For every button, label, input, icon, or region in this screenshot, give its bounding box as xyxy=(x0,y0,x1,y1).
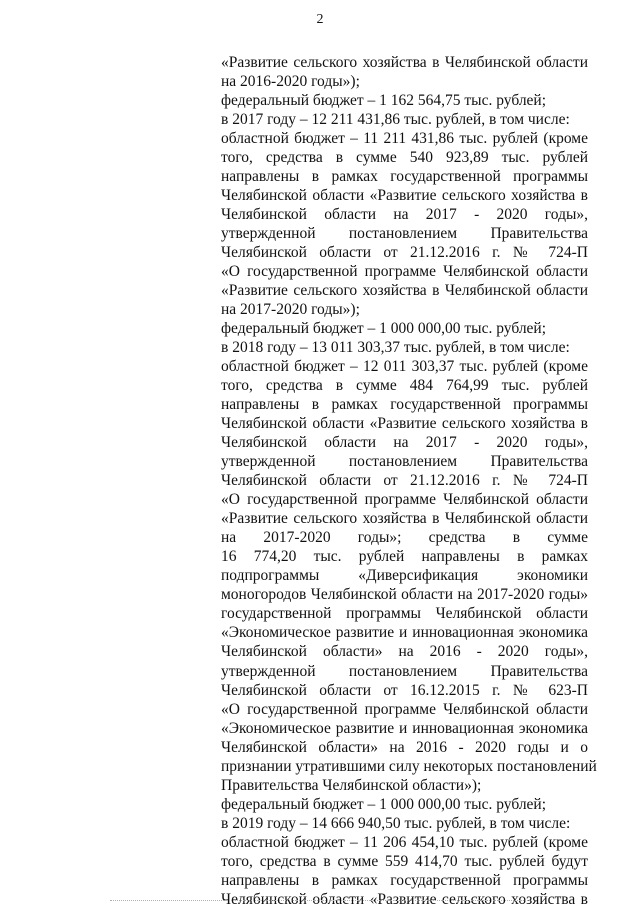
text-line: федеральный бюджет – 1 000 000,00 тыс. рублей; xyxy=(221,320,547,338)
text-line: «О государственной программе Челябинской области xyxy=(221,491,588,509)
text-line: направлены в рамках государственной программы xyxy=(221,168,588,186)
text-line: Челябинской области» на 2016 - 2020 годы», xyxy=(221,643,588,661)
text-line: того, средства в сумме 484 764,99 тыс. рублей xyxy=(221,377,588,395)
text-line: Челябинской области на 2017 - 2020 годы», xyxy=(221,206,588,224)
text-line: утвержденной постановлением Правительства xyxy=(221,662,588,680)
text-line: Челябинской области «Развитие сельского хозяйства в xyxy=(221,187,588,205)
text-line: федеральный бюджет – 1 162 564,75 тыс. рублей; xyxy=(221,92,547,110)
text-line: Челябинской области от 21.12.2016 г. № 724-П xyxy=(221,472,588,490)
text-line: Челябинской области на 2017 - 2020 годы», xyxy=(221,434,588,452)
text-line: «Экономическое развитие и инновационная экономика xyxy=(221,719,588,737)
text-line: направлены в рамках государственной программы xyxy=(221,396,588,414)
text-line: направлены в рамках государственной программы xyxy=(221,871,588,889)
body-text xyxy=(221,53,597,909)
text-line: Челябинской области» на 2016 - 2020 годы и о xyxy=(221,738,588,756)
text-line: «О государственной программе Челябинской области xyxy=(221,700,588,718)
text-line: Челябинской области «Развитие сельского хозяйства в xyxy=(221,415,588,433)
text-line: «О государственной программе Челябинской области xyxy=(221,263,588,281)
scan-edge-artifact xyxy=(110,900,530,902)
text-line: Челябинской области от 16.12.2015 г. № 623-П xyxy=(221,681,588,699)
text-line: утвержденной постановлением Правительства xyxy=(221,225,588,243)
text-line: на 2017-2020 годы»); xyxy=(221,301,360,319)
text-line: областной бюджет – 11 206 454,10 тыс. рублей (кроме xyxy=(221,833,588,851)
text-line: федеральный бюджет – 1 000 000,00 тыс. рублей; xyxy=(221,795,547,813)
page-number: 2 xyxy=(316,12,324,27)
text-line: «Развитие сельского хозяйства в Челябинской области xyxy=(221,54,588,71)
text-line: моногородов Челябинской области на 2017-2020 годы» xyxy=(221,586,588,604)
text-line: признании утратившими силу некоторых постановлений xyxy=(221,757,597,775)
text-line: 16 774,20 тыс. рублей направлены в рамках xyxy=(221,548,588,566)
text-line: на 2016-2020 годы»); xyxy=(221,73,360,91)
text-line: Правительства Челябинской области»); xyxy=(221,776,482,794)
text-line: в 2018 году – 13 011 303,37 тыс. рублей, в том числе: xyxy=(221,339,570,357)
text-line: того, средства в сумме 559 414,70 тыс. рублей будут xyxy=(221,852,588,870)
text-line: «Развитие сельского хозяйства в Челябинской области xyxy=(221,282,588,300)
text-line: областной бюджет – 11 211 431,86 тыс. рублей (кроме xyxy=(221,130,588,148)
text-line: «Развитие сельского хозяйства в Челябинской области xyxy=(221,510,588,528)
text-line: подпрограммы «Диверсификация экономики xyxy=(221,567,588,585)
text-line: утвержденной постановлением Правительства xyxy=(221,453,588,471)
text-line: в 2017 году – 12 211 431,86 тыс. рублей, в том числе: xyxy=(221,111,570,129)
text-line: в 2019 году – 14 666 940,50 тыс. рублей, в том числе: xyxy=(221,814,571,832)
text-line: того, средства в сумме 540 923,89 тыс. рублей xyxy=(221,149,588,167)
text-line: государственной программы Челябинской области xyxy=(221,605,588,623)
text-line: Челябинской области «Развитие сельского хозяйства в xyxy=(221,890,588,908)
text-line: на 2017-2020 годы»; средства в сумме xyxy=(221,529,588,547)
text-line: Челябинской области от 21.12.2016 г. № 724-П xyxy=(221,244,588,262)
text-line: «Экономическое развитие и инновационная экономика xyxy=(221,624,588,642)
text-line: областной бюджет – 12 011 303,37 тыс. рублей (кроме xyxy=(221,358,588,376)
